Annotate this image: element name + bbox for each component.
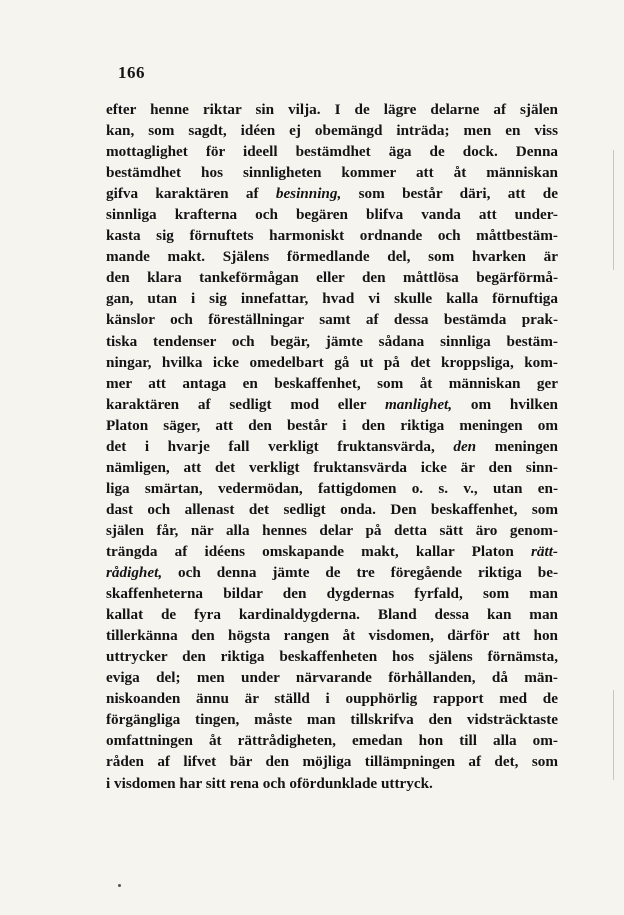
text-line xyxy=(106,709,558,730)
text-segment: förgängliga tingen, måste man tillskrifva den vidsträcktaste xyxy=(106,711,558,729)
text-line xyxy=(106,773,558,794)
text-segment: skaffenheterna bildar den dygdernas fyrfald, som man xyxy=(106,585,558,603)
text-line xyxy=(106,141,558,162)
text-line xyxy=(106,204,558,225)
emphasized-term: rådighet, xyxy=(106,564,163,582)
text-segment: bestämdhet hos sinnligheten kommer att åt människan xyxy=(106,164,558,182)
text-segment: det i hvarje fall verkligt fruktansvärda, xyxy=(106,437,454,455)
emphasized-term: rätt- xyxy=(530,542,558,560)
text-segment: själen får, när alla hennes delar på detta sätt äro genom- xyxy=(106,521,558,539)
text-line xyxy=(106,436,558,457)
text-segment: i visdomen har sitt rena och ofördunklade uttryck. xyxy=(106,774,433,792)
text-segment: niskoanden ännu är ställd i oupphörlig rapport med de xyxy=(106,690,558,708)
speck-mark xyxy=(118,884,121,887)
page-edge-shadow xyxy=(613,150,614,270)
text-segment: gifva karaktären af xyxy=(106,185,276,203)
text-line xyxy=(106,415,558,436)
text-segment: Platon säger, att den består i den riktiga meningen om xyxy=(106,416,558,434)
text-segment: och denna jämte de tre föregående riktiga be- xyxy=(162,564,558,582)
text-line xyxy=(106,457,558,478)
text-segment: tiska tendenser och begär, jämte sådana sinnliga bestäm- xyxy=(106,332,558,350)
text-line xyxy=(106,309,558,330)
text-line xyxy=(106,99,558,120)
text-line xyxy=(106,520,558,541)
emphasized-term: besinning, xyxy=(275,185,342,203)
text-segment: liga smärtan, vedermödan, fattigdomen o. s. v., utan en- xyxy=(106,479,558,497)
text-segment: kasta sig förnuftets harmoniskt ordnande och måttbestäm- xyxy=(106,227,558,245)
text-line xyxy=(106,730,558,751)
text-line xyxy=(106,604,558,625)
page-number: 166 xyxy=(118,63,145,82)
text-segment: trängda af idéens omskapande makt, kallar Platon xyxy=(106,542,531,560)
text-line xyxy=(106,478,558,499)
text-segment: tillerkänna den högsta rangen åt visdomen, därför att hon xyxy=(106,627,558,645)
text-line xyxy=(106,352,558,373)
text-line xyxy=(106,183,558,204)
text-line xyxy=(106,267,558,288)
text-segment: gan, utan i sig innefattar, hvad vi skulle kalla förnuftiga xyxy=(106,290,558,308)
text-segment: sinnliga krafterna och begären blifva vanda att under- xyxy=(106,206,558,224)
text-line xyxy=(106,288,558,309)
text-line xyxy=(106,646,558,667)
text-line xyxy=(106,667,558,688)
emphasized-term: den xyxy=(453,437,477,455)
text-line xyxy=(106,394,558,415)
text-line xyxy=(106,583,558,604)
text-line xyxy=(106,331,558,352)
text-segment: om hvilken xyxy=(452,395,558,413)
text-segment: meningen xyxy=(476,437,558,455)
text-segment: nämligen, att det verkligt fruktansvärda icke är den sinn- xyxy=(106,458,558,476)
text-line xyxy=(106,688,558,709)
body-text xyxy=(106,99,558,794)
text-line xyxy=(106,225,558,246)
text-segment: känslor och föreställningar samt af dessa bestämda prak- xyxy=(106,311,558,329)
page-edge-shadow xyxy=(613,690,614,780)
text-line xyxy=(106,541,558,562)
text-segment: som består däri, att de xyxy=(341,185,558,203)
text-line xyxy=(106,751,558,772)
text-line xyxy=(106,499,558,520)
text-segment: karaktären af sedligt mod eller xyxy=(106,395,385,413)
emphasized-term: manlighet, xyxy=(384,395,453,413)
text-segment: omfattningen åt rättrådigheten, emedan hon till alla om- xyxy=(106,732,558,750)
text-segment: mande makt. Själens förmedlande del, som hvarken är xyxy=(106,248,558,266)
text-segment: mer att antaga en beskaffenhet, som åt människan ger xyxy=(106,374,558,392)
text-line xyxy=(106,120,558,141)
text-segment: eviga del; men under närvarande förhållanden, då män- xyxy=(106,669,558,687)
text-segment: efter henne riktar sin vilja. I de lägre delarne af själen xyxy=(106,101,558,118)
text-segment: den klara tankeförmågan eller den måttlösa begärförmå- xyxy=(106,269,558,287)
text-segment: ningar, hvilka icke omedelbart gå ut på det kroppsliga, kom- xyxy=(106,353,558,371)
text-segment: kallat de fyra kardinaldygderna. Bland dessa kan man xyxy=(106,606,558,624)
text-segment: dast och allenast det sedligt onda. Den beskaffenhet, som xyxy=(106,500,558,518)
text-segment: kan, som sagdt, idéen ej obemängd inträda; men en viss xyxy=(106,122,558,140)
text-line xyxy=(106,246,558,267)
text-segment: mottaglighet för ideell bestämdhet äga de dock. Denna xyxy=(106,143,558,161)
text-segment: råden af lifvet bär den möjliga tillämpningen af det, som xyxy=(106,753,558,771)
text-line xyxy=(106,625,558,646)
text-line xyxy=(106,562,558,583)
text-segment: uttrycker den riktiga beskaffenheten hos själens förnämsta, xyxy=(106,648,558,666)
text-line xyxy=(106,373,558,394)
text-line xyxy=(106,162,558,183)
